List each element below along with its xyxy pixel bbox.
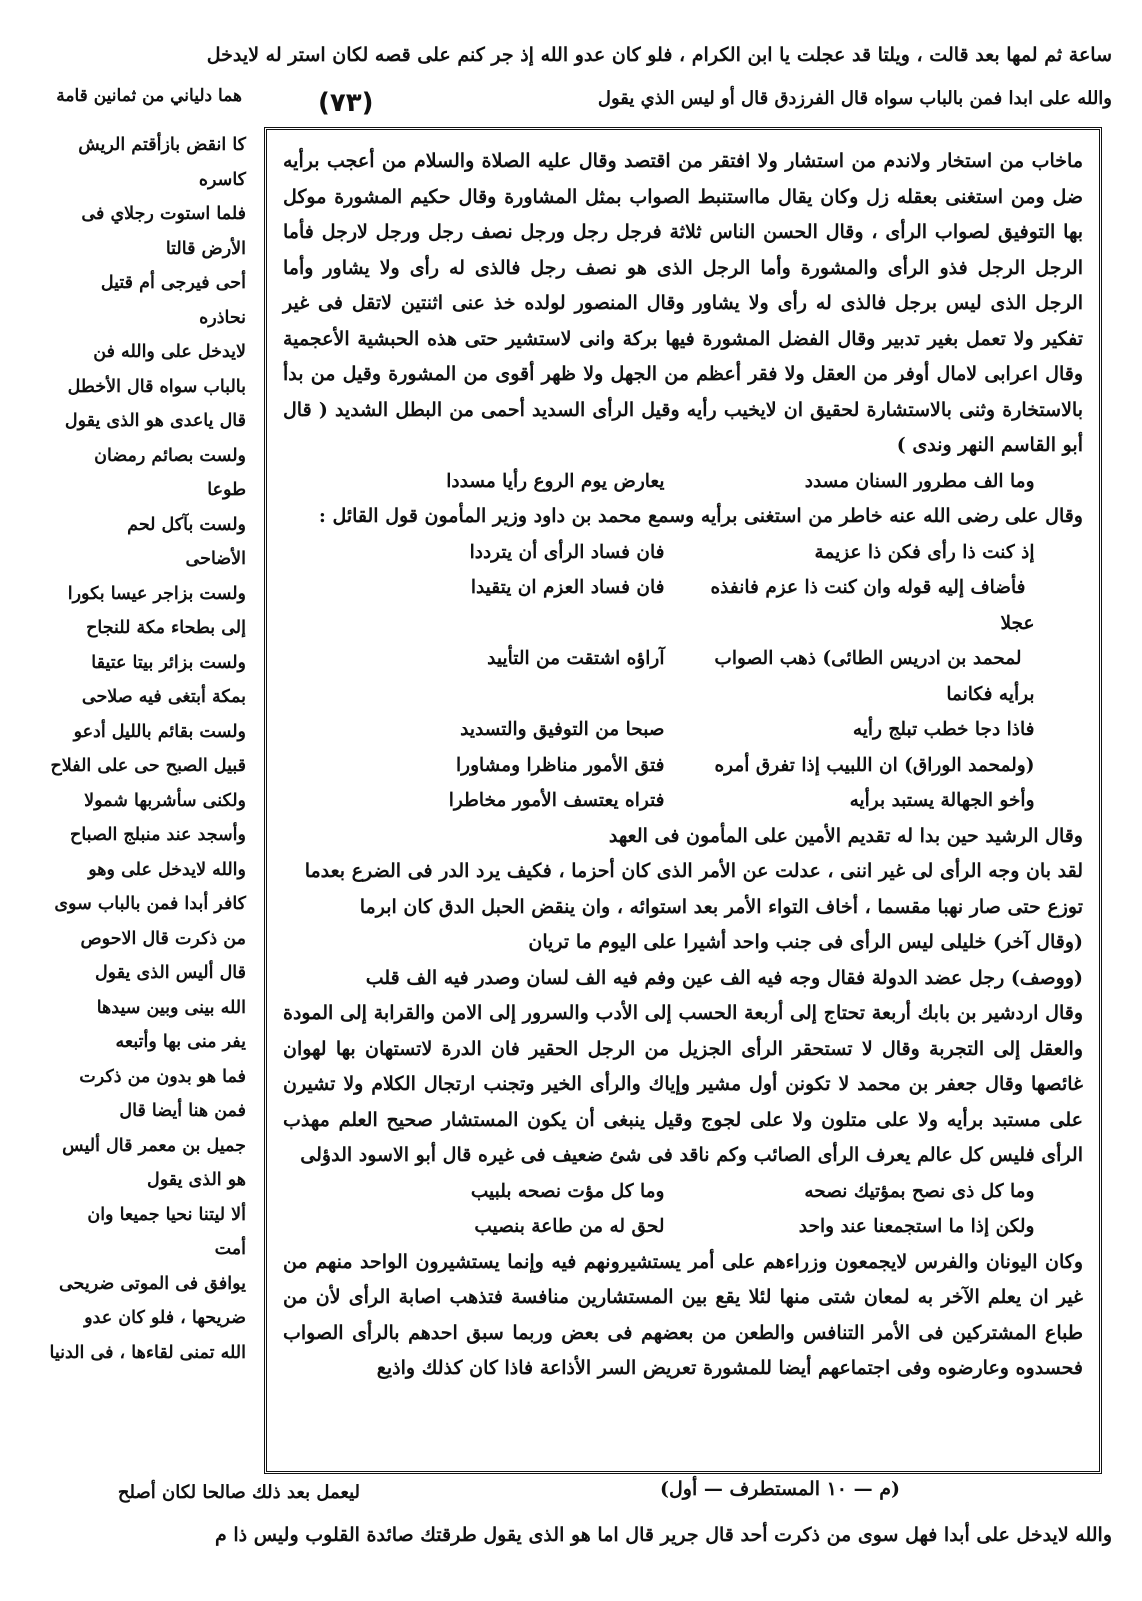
margin-line: ولكنى سأشربها شمولا <box>84 790 246 811</box>
margin-line: كاسره <box>198 169 246 190</box>
margin-line: الله تمنى لقاءها ، فى الدنيا <box>49 1342 246 1363</box>
verse <box>313 464 1053 500</box>
hemistich: فان فساد الرأى أن يترددا <box>469 541 665 563</box>
hemistich: فتق الأمور مناظرا ومشاورا <box>456 754 665 776</box>
hemistich: وما الف مطرور السنان مسدد <box>804 470 1035 492</box>
margin-line: إلى بطحاء مكة للنجاح <box>86 618 246 638</box>
margin-line: ضريحها ، فلو كان عدو <box>84 1308 246 1328</box>
margin-line: كافر أبدا فمن بالباب سوى <box>54 894 246 914</box>
verse <box>313 1174 1053 1210</box>
verse <box>313 712 1053 748</box>
margin-line: الله بينى وبين سيدها <box>96 997 246 1018</box>
paragraph: ماخاب من استخار ولاندم من استشار ولا افتقر من اقتصد وقال عليه الصلاة والسلام من أعجب برأيه ضل ومن استغنى بعقله زل وكان يقال مااستنبط الصواب بمثل المشاورة وقال حكيم المشورة موكل بها التوفيق لصواب الرأى ، وقال الحسن الناس ثلاثة فرجل رجل ورجل نصف رجل ورجل لارجل فأما الرجل الرجل فذو الرأى والمشورة وأما الرجل الذى هو نصف رجل فالذى له رأى ولا يشاور وأما الرجل الذى ليس برجل فالذى له رأى ولا يشاور وقال المنصور لولده خذ عنى اثنتين لاتقل فى غير تفكير ولا تعمل بغير تدبير وقال الفضل المشورة فيها بركة وانى لاستشير حتى هذه الحبشية الأعجمية وقال اعرابى لامال أوفر من العقل ولا فقر أعظم من الجهل ولا ظهر أقوى من المشورة وقيل من بدأ بالاستخارة وثنى بالاستشارة لحقيق ان لايخيب رأيه وقيل الرأى السديد أحمى من البطل الشديد ( قال أبو القاسم النهر وندى ) <box>283 150 1083 456</box>
main-text-frame <box>264 127 1102 1474</box>
margin-line: قبيل الصبح حى على الفلاح <box>50 756 246 776</box>
margin-line: أمت <box>214 1239 246 1259</box>
hemistich: ولكن إذا ما استجمعنا عند واحد <box>798 1216 1035 1237</box>
poem-line: (ووصف) رجل عضد الدولة فقال وجه فيه الف عين وفم فيه الف لسان وصدر فيه الف قلب <box>365 966 1083 989</box>
poem-line: توزع حتى صار نهبا مقسما ، أخاف التواء الأمر بعد استوائه ، وان ينقض الحبل الدق كان ابرما <box>359 895 1083 918</box>
hemistich: إذ كنت ذا رأى فكن ذا عزيمة <box>814 541 1035 563</box>
verse <box>313 641 1053 712</box>
paragraph: وقال الرشيد حين بدا له تقديم الأمين على المأمون فى العهد <box>608 824 1083 847</box>
verse <box>313 783 1053 819</box>
margin-line: ألا ليتنا نحيا جميعا وان <box>87 1204 246 1225</box>
hemistich: يعارض يوم الروع رأيا مسددا <box>446 470 665 492</box>
poem-line: لقد بان وجه الرأى لى غير اننى ، عدلت عن الأمر الذى كان أحزما ، فكيف يرد الدر فى الضرع بعدما <box>304 860 1083 882</box>
margin-line: طوعا <box>207 480 246 500</box>
verse <box>313 748 1053 784</box>
volume-signature: (م — ١٠ المستطرف — أول) <box>660 1478 900 1500</box>
margin-column <box>24 128 246 1463</box>
margin-line: وأسجد عند منبلج الصباح <box>70 825 246 845</box>
poem-line: (وقال آخر) خليلى ليس الرأى فى جنب واحد أشيرا على اليوم ما تريان <box>528 931 1083 953</box>
margin-line: ولست بزاجر عيسا بكورا <box>67 583 246 604</box>
margin-line: فمن هنا أيضا قال <box>119 1101 246 1121</box>
paragraph: وقال اردشير بن بابك أربعة تحتاج إلى أربعة الحسب إلى الأدب والسرور إلى الامن والقرابة إلى المودة والعقل إلى التجربة وقال لا تستحقر الرأى الجزيل من الرجل الحقير فان الدرة لاتستهان بها لهوان غائصها وقال جعفر بن محمد لا تكونن أول مشير وإياك والرأى الخير وتجنب ارتجال الكلام ولا تشيرن على مستبد برأيه ولا على متلون ولا على لجوج وقيل ينبغى أن يكون المستشار صحيح العلم مهذب الرأى فليس كل عالم يعرف الرأى الصائب وكم ناقد فى شئ ضعيف فى غيره قال أبو الاسود الدؤلى <box>283 1002 1083 1166</box>
margin-line: كا انقض بازأقتم الريش <box>78 135 246 155</box>
margin-line: ولست بقائم بالليل أدعو <box>73 721 246 742</box>
hemistich: صبحا من التوفيق والتسديد <box>460 719 665 740</box>
hemistich: وما كل مؤت نصحه بلبيب <box>470 1180 665 1202</box>
hemistich: فان فساد العزم ان يتقيدا <box>470 577 665 598</box>
header-line-2: والله على ابدا فمن بالباب سواه قال الفرزدق قال أو ليس الذي يقول <box>597 88 1112 109</box>
margin-line: يفر منى بها وأتبعه <box>115 1032 246 1052</box>
verse <box>313 1209 1053 1245</box>
hemistich: فأضاف إليه قوله وان كنت ذا عزم فانفذه عجلا <box>710 577 1035 634</box>
margin-end-line: ليعمل بعد ذلك صالحا لكان أصلح <box>117 1482 360 1503</box>
main-text-body <box>283 144 1083 1457</box>
hemistich: فاذا دجا خطب تبلج رأيه <box>852 719 1035 740</box>
margin-header-line: هما دلياني من ثمانين قامة <box>56 86 242 106</box>
margin-line: بالباب سواه قال الأخطل <box>67 376 246 397</box>
margin-line: قال ياعدى هو الذى يقول <box>64 411 246 431</box>
verse <box>313 570 1053 641</box>
hemistich: (ولمحمد الوراق) ان اللبيب إذا تفرق أمره <box>714 754 1035 776</box>
hemistich: لمحمد بن ادريس الطائى) ذهب الصواب برأيه فكانما <box>714 648 1035 705</box>
margin-line: يوافق فى الموتى ضريحى <box>58 1273 246 1294</box>
header-line-1: ساعة ثم لمها بعد قالت ، ويلتا قد عجلت يا ابن الكرام ، فلو كان عدو الله إذ جر كنم على قصه لكان استر له لايدخل <box>206 44 1112 66</box>
margin-line: أحى فيرجى أم قتيل <box>100 273 246 293</box>
hemistich: وما كل ذى نصح بمؤتيك نصحه <box>804 1180 1035 1202</box>
margin-line: ولست بصائم رمضان <box>94 445 246 466</box>
margin-line: الأضاحى <box>185 549 246 569</box>
margin-line: ولست بآكل لحم <box>127 514 246 535</box>
margin-line: فما هو بدون من ذكرت <box>79 1066 246 1087</box>
paragraph: وقال على رضى الله عنه خاطر من استغنى برأيه وسمع محمد بن داود وزير المأمون قول القائل : <box>318 505 1083 527</box>
verse <box>313 535 1053 571</box>
footer-line: والله لايدخل على أبدا فهل سوى من ذكرت أحد قال جرير قال اما هو الذى يقول طرقتك صائدة القلوب وليس ذا م <box>214 1524 1112 1546</box>
margin-line: جميل بن معمر قال أليس <box>62 1135 246 1156</box>
margin-line: فلما استوت رجلاي فى <box>81 204 246 224</box>
hemistich: آراؤه اشتقت من التأييد <box>487 648 665 669</box>
paragraph: وكان اليونان والفرس لايجمعون وزراءهم على أمر يستشيرونهم فيه وإنما يستشيرون الواحد منهم من غير ان يعلم الآخر به لمعان شتى منها لئلا يقع بين المستشارين منافسة فتذهب اصابة الرأى لأن من طباع المشتركين فى الأمر التنافس والطعن من بعضهم فى بعض وربما سبق احدهم بالرأى الصواب فحسدوه وعارضوه وفى اجتماعهم أيضا للمشورة تعريض السر الأذاعة فاذا كان كذلك واذيع <box>283 1250 1083 1379</box>
margin-line: نحاذره <box>199 307 246 328</box>
hemistich: لحق له من طاعة بنصيب <box>474 1216 665 1237</box>
page-number: (٧٣) <box>318 88 374 118</box>
margin-line: لايدخل على والله فن <box>93 342 246 362</box>
margin-line: بمكة أبتغى فيه صلاحى <box>81 687 246 707</box>
hemistich: وأخو الجهالة يستبد برأيه <box>849 790 1035 811</box>
hemistich: فتراه يعتسف الأمور مخاطرا <box>448 790 665 811</box>
margin-line: هو الذى يقول <box>146 1170 246 1190</box>
margin-line: الأرض قالتا <box>165 238 246 259</box>
margin-line: قال أليس الذى يقول <box>94 963 246 983</box>
margin-line: من ذكرت قال الاحوص <box>80 928 246 949</box>
margin-line: ولست بزائر بيتا عتيقا <box>91 652 246 673</box>
margin-line: والله لايدخل على وهو <box>88 859 246 880</box>
